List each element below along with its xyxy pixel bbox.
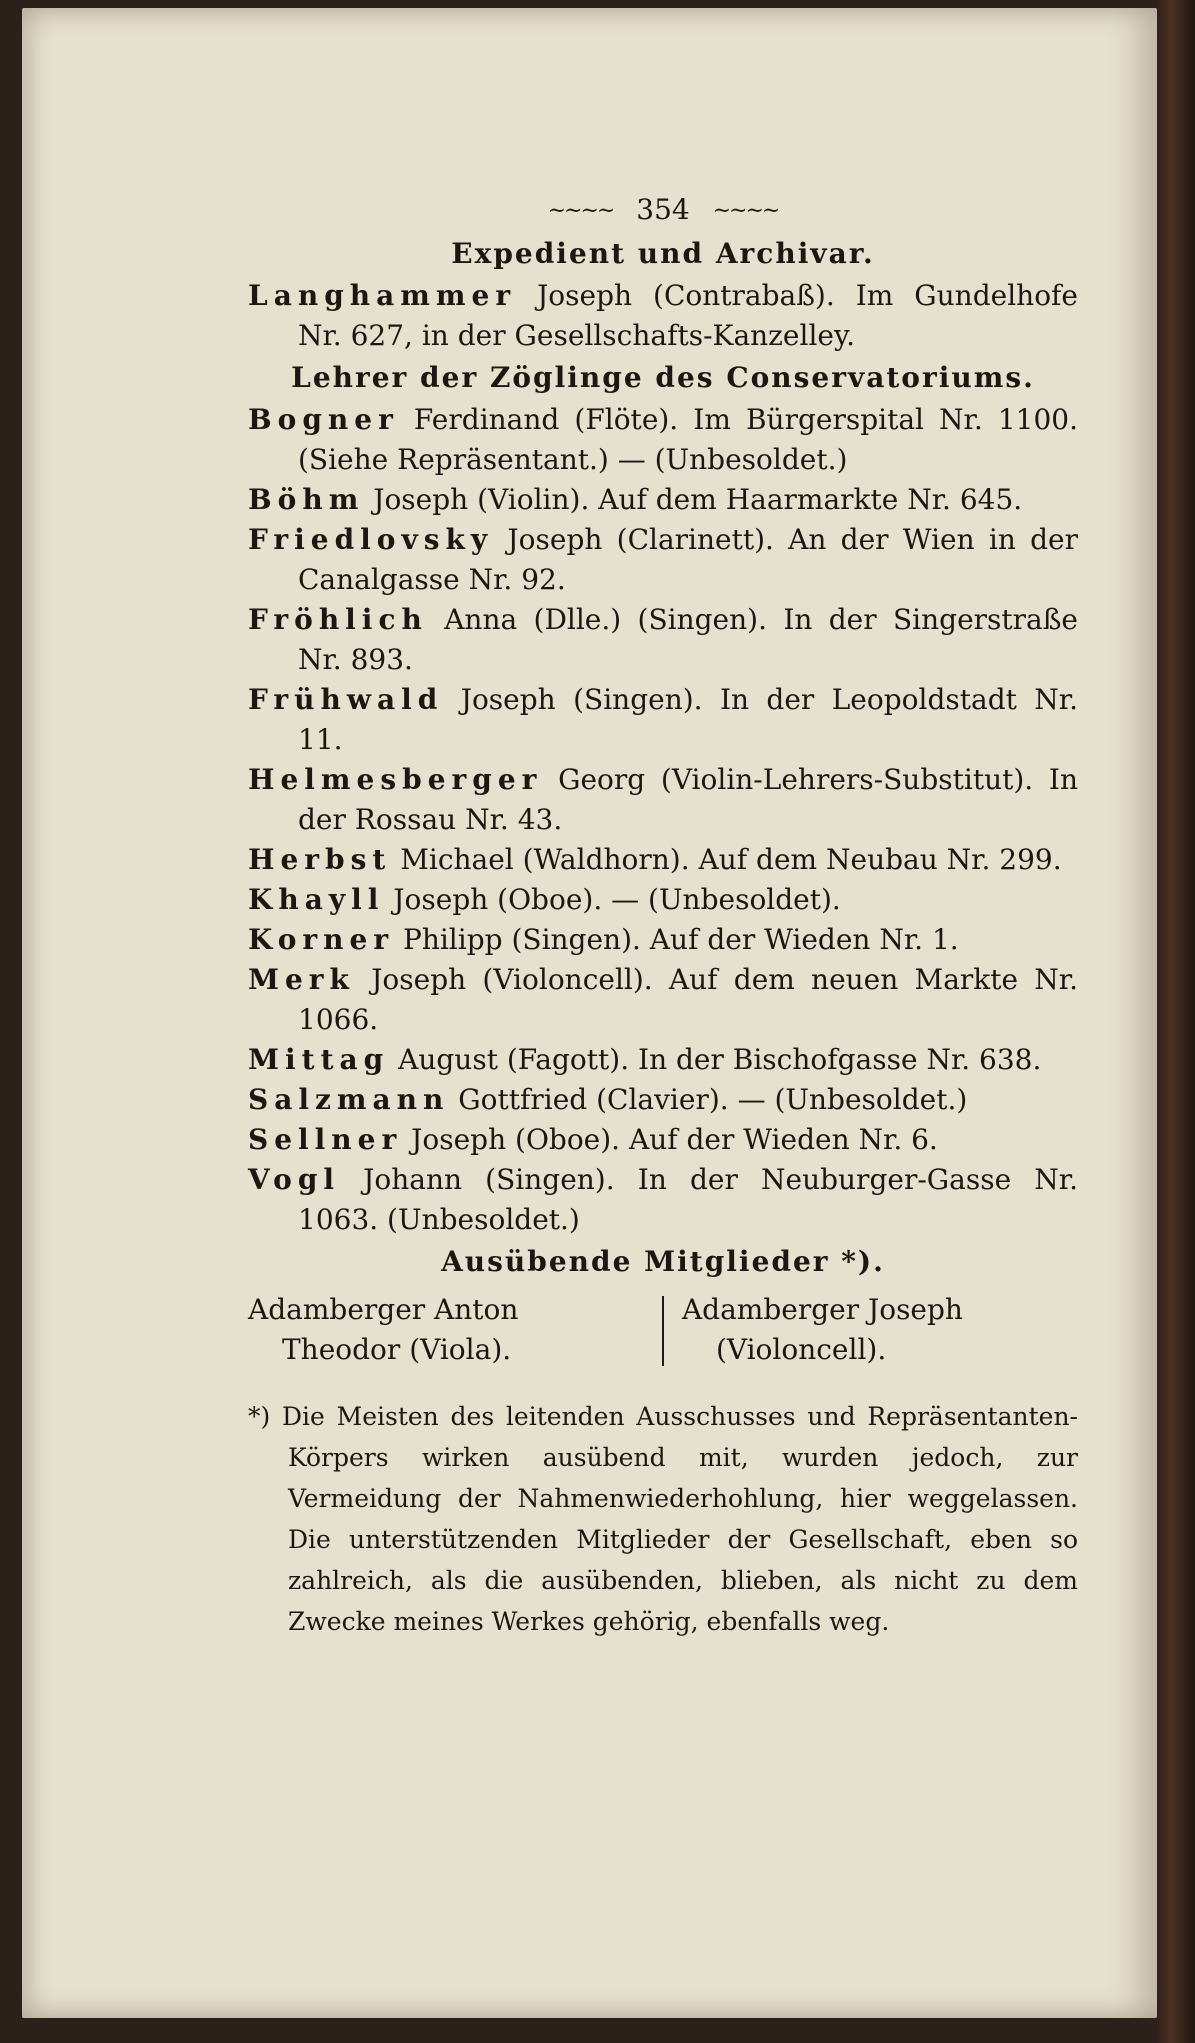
entry-teacher <box>248 1120 1078 1160</box>
entry-expedient <box>248 276 1078 356</box>
entry-text: Michael (Waldhorn). Auf dem Neubau Nr. 299. <box>391 842 1062 876</box>
entry-surname: Böhm <box>248 482 365 516</box>
entry-text: Anna (Dlle.) (Singen). In der Singerstraße Nr. 893. <box>298 602 1078 676</box>
entry-surname: Sellner <box>248 1122 403 1156</box>
entry-text: Johann (Singen). In der Neuburger-Gasse Nr. 1063. (Unbesoldet.) <box>298 1162 1078 1236</box>
entry-surname: Fröhlich <box>248 602 428 636</box>
entry-teacher <box>248 840 1078 880</box>
member-right: Adamberger Joseph (Violoncell). <box>681 1292 963 1366</box>
entry-text: Joseph (Violoncell). Auf dem neuen Markte Nr. 1066. <box>298 962 1078 1036</box>
entry-teacher <box>248 680 1078 760</box>
entry-text: Joseph (Oboe). — (Unbesoldet). <box>384 882 841 916</box>
entry-surname: Vogl <box>248 1162 341 1196</box>
entry-text: Georg (Violin-Lehrers-Substitut). In der Rossau Nr. 43. <box>298 762 1078 836</box>
page-number: 354 <box>636 193 690 226</box>
entry-surname: Langhammer <box>248 278 517 312</box>
entry-text: Joseph (Contrabaß). Im Gundelhofe Nr. 627, in der Gesellschafts-Kanzelley. <box>298 278 1078 352</box>
section-heading-expedient: Expedient und Archivar. <box>451 236 875 270</box>
page-header <box>248 190 1078 232</box>
entry-surname: Helmesberger <box>248 762 543 796</box>
entry-surname: Merk <box>248 962 355 996</box>
entry-text: Gottfried (Clavier). — (Unbesoldet.) <box>449 1082 968 1116</box>
entry-teacher <box>248 880 1078 920</box>
entry-surname: Khayll <box>248 882 385 916</box>
entry-text: Joseph (Violin). Auf dem Haarmarkte Nr. 645. <box>364 482 1023 516</box>
section-heading-members: Ausübende Mitglieder *). <box>441 1244 885 1278</box>
entry-surname: Frühwald <box>248 682 444 716</box>
entry-teacher <box>248 1080 1078 1120</box>
entry-text: Philipp (Singen). Auf der Wieden Nr. 1. <box>394 922 959 956</box>
header-ornament-left: ~~~~ <box>547 198 614 224</box>
entry-surname: Herbst <box>248 842 392 876</box>
entry-teacher <box>248 520 1078 600</box>
entry-teacher <box>248 1160 1078 1240</box>
entry-surname: Korner <box>248 922 395 956</box>
entry-text: Ferdinand (Flöte). Im Bürgerspital Nr. 1100. (Siehe Repräsentant.) — (Unbesoldet.) <box>298 402 1078 476</box>
entry-surname: Salzmann <box>248 1082 450 1116</box>
entry-surname: Friedlovsky <box>248 522 494 556</box>
entry-text: Joseph (Singen). In der Leopoldstadt Nr. 11. <box>298 682 1078 756</box>
entry-teacher <box>248 400 1078 480</box>
header-ornament-right: ~~~~ <box>712 198 779 224</box>
page-text <box>248 190 1078 1642</box>
entry-surname: Mittag <box>248 1042 390 1076</box>
entry-teacher <box>248 760 1078 840</box>
column-divider <box>662 1296 664 1366</box>
member-left: Adamberger Anton Theodor (Viola). <box>248 1292 519 1366</box>
entry-teacher <box>248 920 1078 960</box>
footnote: *) Die Meisten des leitenden Ausschusses und Repräsentanten-Körpers wirken ausübend mit, wurden jedoch, zur Vermeidung der Nahmenwiederhohlung, hier weggelassen. Die unterstützenden Mitglieder der Gesellschaft, eben so zahlreich, als die ausübenden, blieben, als nicht zu dem Zwecke meines Werkes gehörig, ebenfalls weg. <box>248 1401 1078 1636</box>
section-heading-teachers: Lehrer der Zöglinge des Conservatoriums. <box>291 360 1035 394</box>
entry-surname: Bogner <box>248 402 399 436</box>
entry-teacher <box>248 600 1078 680</box>
entry-text: Joseph (Clarinett). An der Wien in der Canalgasse Nr. 92. <box>298 522 1078 596</box>
members-columns <box>248 1290 1078 1370</box>
entry-teacher <box>248 1040 1078 1080</box>
entry-text: August (Fagott). In der Bischofgasse Nr. 638. <box>389 1042 1042 1076</box>
entry-teacher <box>248 480 1078 520</box>
book-spine-edge <box>1155 0 1195 2043</box>
entry-text: Joseph (Oboe). Auf der Wieden Nr. 6. <box>402 1122 938 1156</box>
entry-teacher <box>248 960 1078 1040</box>
